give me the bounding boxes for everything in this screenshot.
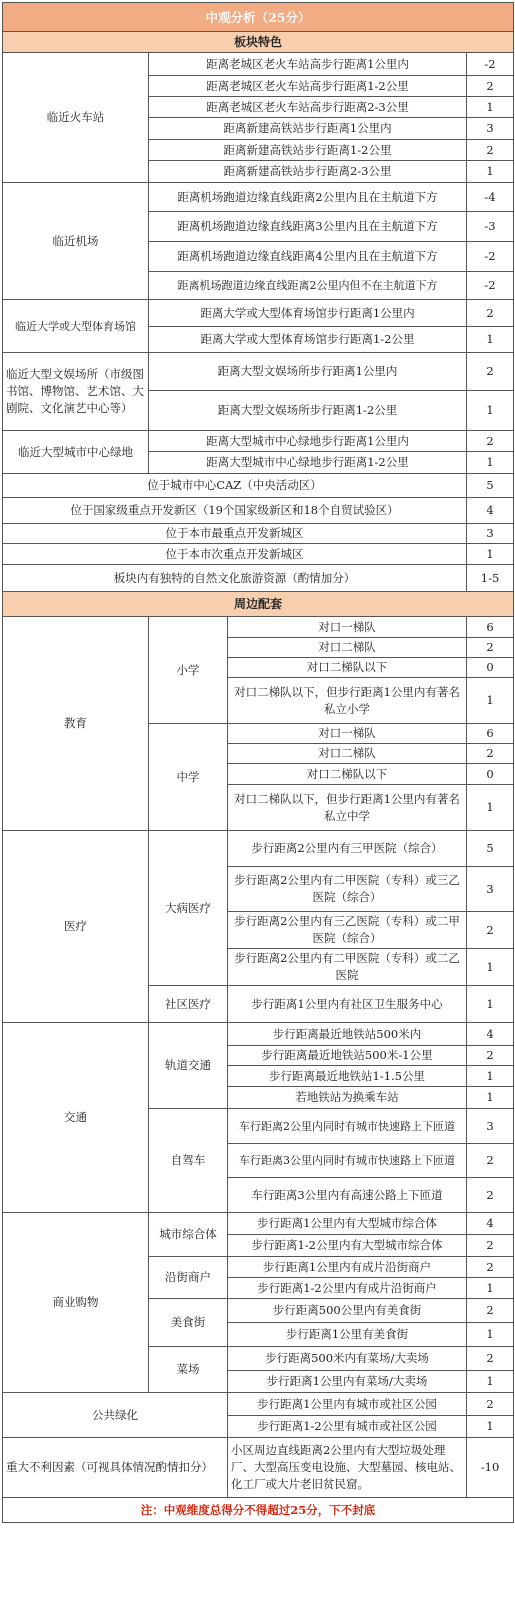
analysis-table (2, 2, 514, 1523)
item-score: 2 (467, 1178, 514, 1213)
item-score: 2 (467, 638, 514, 658)
item-desc: 对口一梯队 (228, 724, 467, 744)
subcategory-label: 自驾车 (149, 1109, 228, 1213)
item-score: 2 (467, 1299, 514, 1323)
item-desc: 步行距离1公里内有城市或社区公园 (228, 1393, 467, 1416)
item-score: 1-5 (467, 565, 514, 592)
item-score: 1 (467, 986, 514, 1023)
item-desc: 距离机场跑道边缘直线距离2公里内且在主航道下方 (149, 183, 467, 212)
item-score: 3 (467, 867, 514, 912)
item-desc: 步行距离500公里内有美食街 (228, 1299, 467, 1323)
item-score: 1 (467, 97, 514, 118)
item-score: 3 (467, 118, 514, 140)
item-desc: 步行距离1公里内有大型城市综合体 (228, 1213, 467, 1235)
item-score: 1 (467, 1066, 514, 1087)
subcategory-label: 小学 (149, 617, 228, 724)
item-desc: 步行距离500米内有菜场/大卖场 (228, 1347, 467, 1371)
item-desc: 步行距离1-2公里内有大型城市综合体 (228, 1235, 467, 1257)
item-score: -4 (467, 183, 514, 212)
item-score: -3 (467, 212, 514, 242)
category-label: 交通 (3, 1023, 149, 1213)
item-desc: 距离大型城市中心绿地步行距离1公里内 (149, 431, 467, 452)
subcategory-label: 美食街 (149, 1299, 228, 1347)
item-score: 1 (467, 949, 514, 986)
item-score: 4 (467, 498, 514, 524)
item-desc: 对口二梯队 (228, 744, 467, 764)
item-desc: 若地铁站为换乘车站 (228, 1087, 467, 1109)
item-desc: 步行距离2公里内有三乙医院（专科）或二甲医院（综合） (228, 912, 467, 949)
item-score: 1 (467, 1371, 514, 1393)
item-score: 2 (467, 140, 514, 161)
footnote: 注：中观维度总得分不得超过25分，下不封底 (3, 1498, 514, 1523)
category-label: 重大不利因素（可视具体情况酌情扣分） (3, 1438, 228, 1498)
item-desc: 对口二梯队以下，但步行距离1公里内有著名私立小学 (228, 678, 467, 724)
item-score: 1 (467, 452, 514, 474)
item-desc: 距离机场跑道边缘直线距离4公里内且在主航道下方 (149, 242, 467, 272)
item-desc: 对口二梯队以下 (228, 764, 467, 785)
item-desc: 距离大学或大型体育场馆步行距离1公里内 (149, 300, 467, 327)
item-desc: 距离新建高铁站步行距离1公里内 (149, 118, 467, 140)
subcategory-label: 城市综合体 (149, 1213, 228, 1257)
item-score: -2 (467, 53, 514, 76)
item-score: 4 (467, 1023, 514, 1046)
item-score: 2 (467, 744, 514, 764)
item-score: 2 (467, 1347, 514, 1371)
item-score: -10 (467, 1438, 514, 1498)
item-desc: 距离大型城市中心绿地步行距离1-2公里 (149, 452, 467, 474)
item-desc: 位于本市次重点开发新城区 (3, 544, 467, 565)
item-desc: 步行距离2公里内有二甲医院（专科）或二乙医院 (228, 949, 467, 986)
item-desc: 距离大学或大型体育场馆步行距离1-2公里 (149, 327, 467, 353)
item-score: 2 (467, 1046, 514, 1066)
table-title: 中观分析（25分） (3, 3, 514, 32)
item-desc: 距离老城区老火车站高步行距离2-3公里 (149, 97, 467, 118)
item-desc: 步行距离1-2公里有城市或社区公园 (228, 1416, 467, 1438)
subcategory-label: 中学 (149, 724, 228, 831)
item-desc: 位于城市中心CAZ（中央活动区） (3, 474, 467, 498)
item-score: 1 (467, 327, 514, 353)
item-desc: 步行距离1公里内有菜场/大卖场 (228, 1371, 467, 1393)
category-label: 公共绿化 (3, 1393, 228, 1438)
item-score: 1 (467, 391, 514, 431)
item-score: 4 (467, 1213, 514, 1235)
item-desc: 步行距离1-2公里内有成片沿街商户 (228, 1278, 467, 1299)
subcategory-label: 菜场 (149, 1347, 228, 1393)
item-score: 3 (467, 524, 514, 544)
item-desc: 对口一梯队 (228, 617, 467, 638)
item-desc: 车行距离3公里内有高速公路上下匝道 (228, 1178, 467, 1213)
group-label: 临近大型城市中心绿地 (3, 431, 149, 474)
item-desc: 对口二梯队 (228, 638, 467, 658)
section-header-amenities: 周边配套 (3, 592, 514, 617)
item-score: 3 (467, 1109, 514, 1144)
item-desc: 步行距离2公里内有二甲医院（专科）或三乙医院（综合） (228, 867, 467, 912)
category-label: 医疗 (3, 831, 149, 1023)
group-label: 临近火车站 (3, 53, 149, 183)
item-desc: 距离大型文娱场所步行距离1-2公里 (149, 391, 467, 431)
item-score: 2 (467, 1257, 514, 1278)
item-desc: 对口二梯队以下 (228, 658, 467, 678)
item-desc: 步行距离1公里内有成片沿街商户 (228, 1257, 467, 1278)
item-score: -2 (467, 242, 514, 272)
item-desc: 步行距离1公里内有社区卫生服务中心 (228, 986, 467, 1023)
item-desc: 距离机场跑道边缘直线距离2公里内但不在主航道下方 (149, 272, 467, 300)
item-score: 0 (467, 764, 514, 785)
item-desc: 板块内有独特的自然文化旅游资源（酌情加分） (3, 565, 467, 592)
item-score: 2 (467, 1393, 514, 1416)
item-score: 2 (467, 431, 514, 452)
item-score: 1 (467, 1087, 514, 1109)
section-header-features: 板块特色 (3, 32, 514, 53)
group-label: 临近大学或大型体育场馆 (3, 300, 149, 353)
item-desc: 距离老城区老火车站高步行距离1-2公里 (149, 76, 467, 97)
item-desc: 距离机场跑道边缘直线距离3公里内且在主航道下方 (149, 212, 467, 242)
item-score: 6 (467, 617, 514, 638)
item-desc: 位于国家级重点开发新区（19个国家级新区和18个自贸试验区） (3, 498, 467, 524)
item-score: 1 (467, 678, 514, 724)
item-score: 1 (467, 1323, 514, 1347)
item-score: 1 (467, 161, 514, 183)
item-score: -2 (467, 272, 514, 300)
item-score: 2 (467, 1235, 514, 1257)
item-desc: 车行距离2公里内同时有城市快速路上下匝道 (228, 1109, 467, 1144)
item-score: 1 (467, 1416, 514, 1438)
group-label: 临近大型文娱场所（市级图书馆、博物馆、艺术馆、大剧院、文化演艺中心等） (3, 353, 149, 431)
category-label: 教育 (3, 617, 149, 831)
item-desc: 位于本市最重点开发新城区 (3, 524, 467, 544)
item-desc: 步行距离2公里内有三甲医院（综合） (228, 831, 467, 867)
subcategory-label: 大病医疗 (149, 831, 228, 986)
item-desc: 步行距离最近地铁站500米-1公里 (228, 1046, 467, 1066)
item-desc: 小区周边直线距离2公里内有大型垃圾处理厂、大型高压变电设施、大型墓园、核电站、化工厂或大片老旧贫民窟。 (228, 1438, 467, 1498)
item-score: 2 (467, 76, 514, 97)
item-desc: 步行距离1公里有美食街 (228, 1323, 467, 1347)
item-desc: 距离新建高铁站步行距离1-2公里 (149, 140, 467, 161)
item-desc: 距离大型文娱场所步行距离1公里内 (149, 353, 467, 391)
item-score: 1 (467, 785, 514, 831)
item-score: 2 (467, 353, 514, 391)
item-desc: 距离新建高铁站步行距离2-3公里 (149, 161, 467, 183)
item-score: 1 (467, 544, 514, 565)
group-label: 临近机场 (3, 183, 149, 300)
item-score: 5 (467, 474, 514, 498)
item-score: 0 (467, 658, 514, 678)
item-score: 2 (467, 300, 514, 327)
subcategory-label: 轨道交通 (149, 1023, 228, 1109)
category-label: 商业购物 (3, 1213, 149, 1393)
item-desc: 距离老城区老火车站高步行距离1公里内 (149, 53, 467, 76)
item-score: 6 (467, 724, 514, 744)
item-desc: 对口二梯队以下，但步行距离1公里内有著名私立中学 (228, 785, 467, 831)
item-desc: 车行距离3公里内同时有城市快速路上下匝道 (228, 1144, 467, 1178)
item-score: 5 (467, 831, 514, 867)
item-desc: 步行距离最近地铁站1-1.5公里 (228, 1066, 467, 1087)
item-score: 1 (467, 1278, 514, 1299)
item-score: 2 (467, 1144, 514, 1178)
subcategory-label: 社区医疗 (149, 986, 228, 1023)
item-desc: 步行距离最近地铁站500米内 (228, 1023, 467, 1046)
subcategory-label: 沿街商户 (149, 1257, 228, 1299)
item-score: 2 (467, 912, 514, 949)
